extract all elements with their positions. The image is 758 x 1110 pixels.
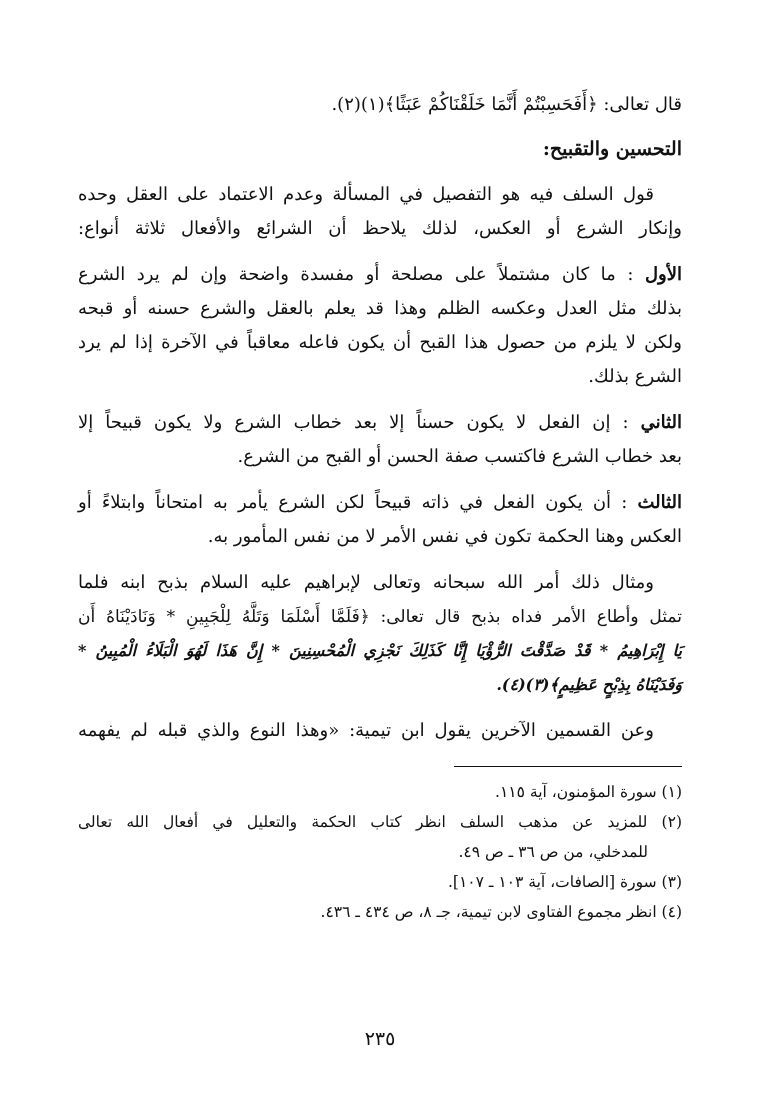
text-span: : ما كان مشتملاً على مصلحة أو مفسدة واضحة وإن لم يرد الشرع xyxy=(78,264,634,285)
footnote-divider xyxy=(454,766,682,767)
footnote: (١) سورة المؤمنون، آية ١١٥. xyxy=(495,783,682,801)
text-line: ولكن لا يلزم من حصول هذا القبح أن يكون فاعله معاقباً في الآخرة إذا لم يرد xyxy=(78,332,682,353)
text-line: تمثل وأطاع الأمر فداه بذبح قال تعالى: ﴿فَلَمَّا أَسْلَمَا وَتَلَّهُ لِلْجَبِينِ * وَنَادَيْنَاهُ أَن xyxy=(78,607,682,627)
text-line xyxy=(78,486,682,520)
text-line: قول السلف فيه هو التفصيل في المسألة وعدم الاعتماد على العقل وحده xyxy=(78,184,654,205)
type-label: الثالث xyxy=(637,492,682,513)
footnote: (٤) انظر مجموع الفتاوى لابن تيمية، جـ ٨، ص ٤٣٤ ـ ٤٣٦. xyxy=(320,903,682,921)
type-label: الثاني xyxy=(640,412,682,433)
section-heading: التحسين والتقبيح: xyxy=(542,138,682,160)
type-label: الأول xyxy=(644,264,682,285)
footnote: (٢) للمزيد عن مذهب السلف انظر كتاب الحكمة والتعليل في أفعال الله تعالى xyxy=(78,813,682,831)
intro-text: قال تعالى: ﴿أَفَحَسِبْتُمْ أَنَّمَا خَلَقْنَاكُمْ عَبَثًا﴾(١)(٢). xyxy=(331,94,682,115)
paragraph-second-type xyxy=(78,406,682,474)
intro-verse xyxy=(78,88,682,132)
quran-line: يَا إِبْرَاهِيمُ * قَدْ صَدَّقْتَ الرُّؤْيَا إِنَّا كَذَلِكَ نَجْزِي الْمُحْسِنِينَ * إِنَّ هَذَا لَهُوَ الْبَلَاءُ الْمُبِينُ * xyxy=(78,641,682,660)
paragraph-example xyxy=(78,566,682,702)
text-line: بعد خطاب الشرع فاكتسب صفة الحسن أو القبح من الشرع. xyxy=(237,446,682,467)
closing-line: وعن القسمين الآخرين يقول ابن تيمية: «وهذا النوع والذي قبله لم يفهمه xyxy=(78,720,654,741)
page-number: ٢٣٥ xyxy=(364,1028,396,1050)
text-line: بذلك مثل العدل وعكسه الظلم وهذا قد يعلم بالعقل والشرع حسنه أو قبحه xyxy=(78,298,682,319)
paragraph-third-type xyxy=(78,486,682,554)
footnote: (٣) سورة [الصافات، آية ١٠٣ ـ ١٠٧]. xyxy=(447,873,682,891)
text-line: ومثال ذلك أمر الله سبحانه وتعالى لإبراهيم عليه السلام بذبح ابنه فلما xyxy=(78,572,654,593)
page-body xyxy=(78,88,682,1048)
text-span: : إن الفعل لا يكون حسناً إلا بعد خطاب الشرع ولا يكون قبيحاً إلا xyxy=(78,412,629,433)
footnotes xyxy=(78,777,682,927)
paragraph-intro xyxy=(78,178,682,246)
text-line xyxy=(78,406,682,440)
text-span: : أن يكون الفعل في ذاته قبيحاً لكن الشرع يأمر به امتحاناً وابتلاءً أو xyxy=(78,492,628,513)
paragraph-first-type xyxy=(78,258,682,394)
text-line: العكس وهنا الحكمة تكون في نفس الأمر لا من نفس المأمور به. xyxy=(207,526,682,547)
quran-line: وَفَدَيْنَاهُ بِذِبْحٍ عَظِيمٍ﴾(٣)(٤). xyxy=(496,675,682,694)
text-line: الشرع بذلك. xyxy=(588,366,682,387)
text-line xyxy=(78,258,682,292)
footnote-continuation: للمدخلي، من ص ٣٦ ـ ص ٤٩. xyxy=(458,843,648,861)
text-line: وإنكار الشرع أو العكس، لذلك يلاحظ أن الشرائع والأفعال ثلاثة أنواع: xyxy=(78,218,682,239)
